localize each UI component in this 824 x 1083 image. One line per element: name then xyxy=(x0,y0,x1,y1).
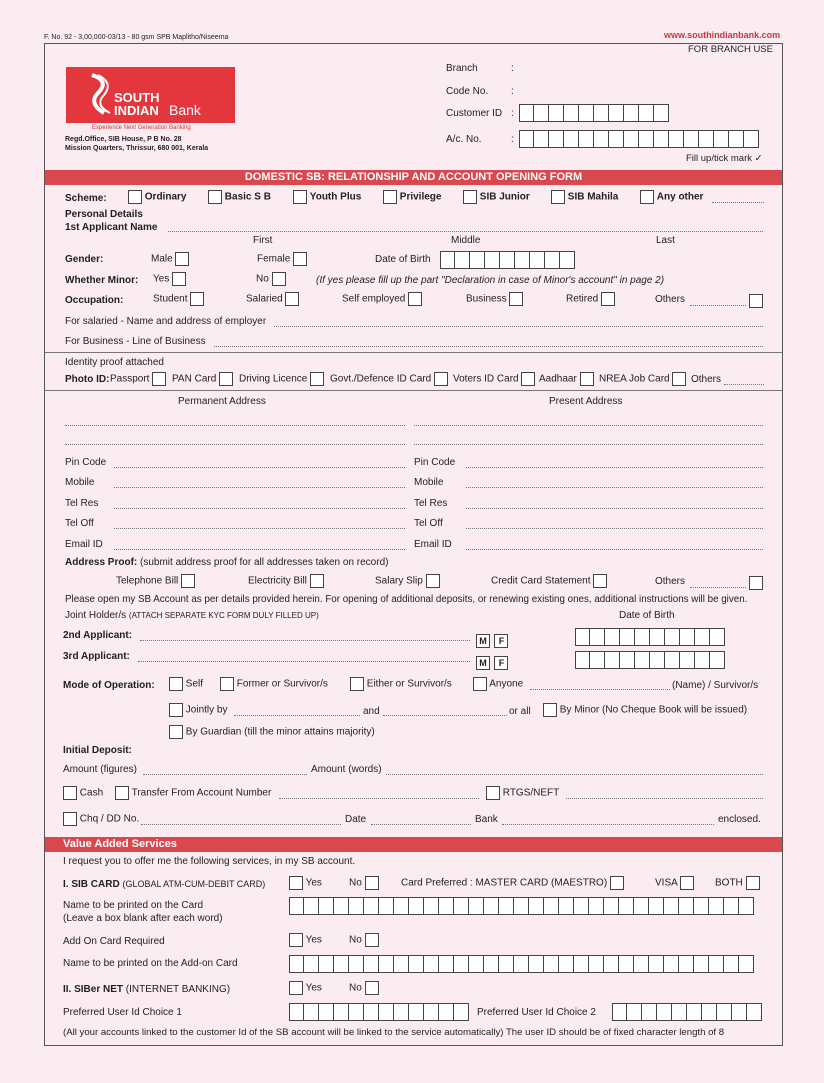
business-line-label: For Business - Line of Business xyxy=(65,336,206,347)
scheme-any-other[interactable]: Any other xyxy=(640,190,703,204)
perm-tel-off: Tel Off xyxy=(65,518,94,529)
second-applicant-dob[interactable] xyxy=(575,628,725,646)
gender-male[interactable]: Male xyxy=(151,252,189,266)
business-line[interactable] xyxy=(214,346,763,347)
card-name-boxes[interactable] xyxy=(289,897,754,915)
proof-salary-slip[interactable]: Salary Slip xyxy=(375,574,440,588)
addon-name-boxes[interactable] xyxy=(289,955,754,973)
id-driving-licence[interactable]: Driving Licence xyxy=(239,372,324,386)
id-others: Others xyxy=(691,374,722,385)
proof-electricity[interactable]: Electricity Bill xyxy=(248,574,324,588)
pres-email: Email ID xyxy=(414,539,452,550)
occupation-others: Others xyxy=(655,294,686,305)
colon: : xyxy=(511,86,514,97)
scheme-ordinary[interactable]: Ordinary xyxy=(128,190,186,204)
minor-note: (If yes please fill up the part "Declaration in case of Minor's account" in page 2) xyxy=(316,275,665,286)
proof-others-box[interactable] xyxy=(749,574,763,592)
card-pref-both[interactable]: BOTH xyxy=(715,876,760,890)
proof-credit-card[interactable]: Credit Card Statement xyxy=(491,574,607,588)
occupation-label: Occupation: xyxy=(65,295,124,306)
user-id-choice-1-label: Preferred User Id Choice 1 xyxy=(63,1007,182,1018)
account-number-boxes[interactable] xyxy=(519,130,759,148)
second-applicant-label: 2nd Applicant: xyxy=(63,630,133,641)
user-id-choice-1-boxes[interactable] xyxy=(289,1003,469,1021)
card-pref-visa[interactable]: VISA xyxy=(655,876,694,890)
amount-figures-label: Amount (figures) xyxy=(63,764,137,775)
deposit-chq[interactable]: Chq / DD No. xyxy=(63,812,139,826)
middle-name-caption: Middle xyxy=(451,235,481,246)
sb-request-text: Please open my SB Account as per details provided herein. For opening of additional deposits, or renewing existing ones, additional instructions will be given. xyxy=(65,594,748,605)
permanent-address-heading: Permanent Address xyxy=(178,396,266,407)
id-passport[interactable]: Passport xyxy=(110,372,166,386)
third-applicant-name[interactable] xyxy=(138,661,470,662)
deposit-bank-label: Bank xyxy=(475,814,498,825)
occupation-self-employed[interactable]: Self employed xyxy=(342,292,422,306)
joint-holder-label: Joint Holder/s (ATTACH SEPARATE KYC FORM DULY FILLED UP) xyxy=(65,610,319,621)
id-aadhaar[interactable]: Aadhaar xyxy=(539,372,594,386)
logo-tagline: Experience Next Generation Banking xyxy=(92,125,191,131)
pres-mobile: Mobile xyxy=(414,477,444,488)
address-line-1: Regd.Office, SIB House, P B No. 28 xyxy=(65,136,182,143)
perm-email: Email ID xyxy=(65,539,103,550)
perm-pin-code: Pin Code xyxy=(65,457,107,468)
second-applicant-name[interactable] xyxy=(140,640,470,641)
deposit-cash[interactable]: Cash xyxy=(63,786,103,800)
applicant-name-label: 1st Applicant Name xyxy=(65,222,158,233)
occupation-business[interactable]: Business xyxy=(466,292,523,306)
proof-others: Others xyxy=(655,576,686,587)
present-address-heading: Present Address xyxy=(549,396,623,407)
account-label: A/c. No. xyxy=(446,134,482,145)
bank-logo xyxy=(66,67,235,123)
dob-boxes[interactable] xyxy=(440,251,575,269)
deposit-date-label: Date xyxy=(345,814,367,825)
operation-either[interactable]: Either or Survivor/s xyxy=(350,677,452,691)
branch-label: Branch xyxy=(446,63,478,74)
customer-id-boxes[interactable] xyxy=(519,104,669,122)
occupation-retired[interactable]: Retired xyxy=(566,292,615,306)
operation-self[interactable]: Self xyxy=(169,677,203,691)
occupation-others-box[interactable] xyxy=(749,292,763,310)
card-name-label-2: (Leave a box blank after each word) xyxy=(63,913,223,924)
minor-no[interactable]: No xyxy=(256,272,286,286)
addon-label: Add On Card Required xyxy=(63,936,165,947)
pres-tel-off: Tel Off xyxy=(414,518,443,529)
scheme-sib-mahila[interactable]: SIB Mahila xyxy=(551,190,618,204)
customer-id-label: Customer ID xyxy=(446,108,503,119)
deposit-transfer[interactable]: Transfer From Account Number xyxy=(115,786,271,800)
address-proof-line: Address Proof: (submit address proof for all addresses taken on record) xyxy=(65,557,389,568)
name-survivor-caption: (Name) / Survivor/s xyxy=(672,680,759,691)
card-pref-maestro[interactable]: Card Preferred : MASTER CARD (MAESTRO) xyxy=(401,876,624,890)
id-nrea-card[interactable]: NREA Job Card xyxy=(599,372,686,386)
minor-label: Whether Minor: xyxy=(65,275,139,286)
initial-deposit-label: Initial Deposit: xyxy=(63,745,132,756)
operation-label: Mode of Operation: xyxy=(63,680,155,691)
addon-name-label: Name to be printed on the Add-on Card xyxy=(63,958,238,969)
scheme-basic-sb[interactable]: Basic S B xyxy=(208,190,271,204)
addon-no[interactable]: No xyxy=(349,933,379,947)
colon: : xyxy=(511,63,514,74)
for-branch-use: FOR BRANCH USE xyxy=(688,44,773,55)
colon: : xyxy=(511,108,514,119)
address-line-2: Mission Quarters, Thrissur, 680 001, Kerala xyxy=(65,145,209,152)
card-name-label-1: Name to be printed on the Card xyxy=(63,900,204,911)
user-id-choice-2-boxes[interactable] xyxy=(612,1003,762,1021)
second-applicant-gender[interactable]: M F xyxy=(476,631,508,649)
occupation-salaried[interactable]: Salaried xyxy=(246,292,299,306)
scheme-label: Scheme: xyxy=(65,193,107,204)
pres-pin-code: Pin Code xyxy=(414,457,456,468)
scheme-sib-junior[interactable]: SIB Junior xyxy=(463,190,530,204)
id-voters-card[interactable]: Voters ID Card xyxy=(453,372,535,386)
logo-south: SOUTH xyxy=(114,90,160,105)
logo-indian: INDIAN xyxy=(114,103,159,118)
gender-female[interactable]: Female xyxy=(257,252,307,266)
identity-attached: Identity proof attached xyxy=(65,357,164,368)
addon-yes[interactable]: Yes xyxy=(289,933,322,947)
joint-dob-caption: Date of Birth xyxy=(619,610,675,621)
occupation-student[interactable]: Student xyxy=(153,292,204,306)
scheme-privilege[interactable]: Privilege xyxy=(383,190,441,204)
operation-jointly[interactable]: Jointly by xyxy=(169,703,227,717)
user-id-choice-2-label: Preferred User Id Choice 2 xyxy=(477,1007,596,1018)
or-all-caption: or all xyxy=(509,706,531,717)
employer-line[interactable] xyxy=(274,326,763,327)
fill-note: Fill up/tick mark ✓ xyxy=(686,153,763,164)
operation-by-minor[interactable]: By Minor (No Cheque Book will be issued) xyxy=(543,703,747,717)
and-caption: and xyxy=(363,706,380,717)
pres-tel-res: Tel Res xyxy=(414,498,448,509)
sib-card-label: I. SIB CARD (GLOBAL ATM-CUM-DEBIT CARD) xyxy=(63,879,266,890)
operation-guardian[interactable]: By Guardian (till the minor attains majority) xyxy=(169,725,375,739)
deposit-rtgs[interactable]: RTGS/NEFT xyxy=(486,786,559,800)
siber-yes[interactable]: Yes xyxy=(289,981,322,995)
amount-words-label: Amount (words) xyxy=(311,764,382,775)
operation-former[interactable]: Former or Survivor/s xyxy=(220,677,328,691)
perm-mobile: Mobile xyxy=(65,477,95,488)
id-pan-card[interactable]: PAN Card xyxy=(172,372,233,386)
personal-details-heading: Personal Details xyxy=(65,209,143,220)
scheme-youth-plus[interactable]: Youth Plus xyxy=(293,190,361,204)
minor-yes[interactable]: Yes xyxy=(153,272,186,286)
third-applicant-label: 3rd Applicant: xyxy=(63,651,130,662)
code-label: Code No. xyxy=(446,86,489,97)
third-applicant-dob[interactable] xyxy=(575,651,725,669)
last-name-caption: Last xyxy=(656,235,675,246)
siber-net-label: II. SIBer NET (INTERNET BANKING) xyxy=(63,984,231,995)
photo-id-label: Photo ID: xyxy=(65,374,110,385)
proof-telephone[interactable]: Telephone Bill xyxy=(116,574,195,588)
form-title: DOMESTIC SB: RELATIONSHIP AND ACCOUNT OPENING FORM xyxy=(45,170,782,185)
applicant-name-line[interactable] xyxy=(168,231,763,232)
gender-label: Gender: xyxy=(65,254,104,265)
sib-card-no[interactable]: No xyxy=(349,876,379,890)
logo-bank: Bank xyxy=(169,102,201,118)
deposit-enclosed: enclosed. xyxy=(718,814,761,825)
sib-logo-icon xyxy=(84,71,116,117)
first-name-caption: First xyxy=(253,235,273,246)
dob-label: Date of Birth xyxy=(375,254,431,265)
operation-anyone[interactable]: Anyone xyxy=(473,677,523,691)
sib-card-yes[interactable]: Yes xyxy=(289,876,322,890)
colon: : xyxy=(511,134,514,145)
print-code: F. No. 92 - 3,00,000-03/13 - 80 gsm SPB Maplitho/Niseema xyxy=(44,34,229,41)
vas-title: Value Added Services xyxy=(45,837,782,852)
siber-no[interactable]: No xyxy=(349,981,379,995)
vas-request: I request you to offer me the following services, in my SB account. xyxy=(63,856,356,867)
user-id-footer-note: (All your accounts linked to the customer Id of the SB account will be linked to the service automatically) The user ID should be of fixed character length of 8 xyxy=(63,1027,725,1038)
third-applicant-gender[interactable]: M F xyxy=(476,653,508,671)
perm-tel-res: Tel Res xyxy=(65,498,99,509)
id-govt-card[interactable]: Govt./Defence ID Card xyxy=(330,372,448,386)
salaried-employer-label: For salaried - Name and address of employer xyxy=(65,316,267,327)
website: www.southindianbank.com xyxy=(664,30,781,40)
